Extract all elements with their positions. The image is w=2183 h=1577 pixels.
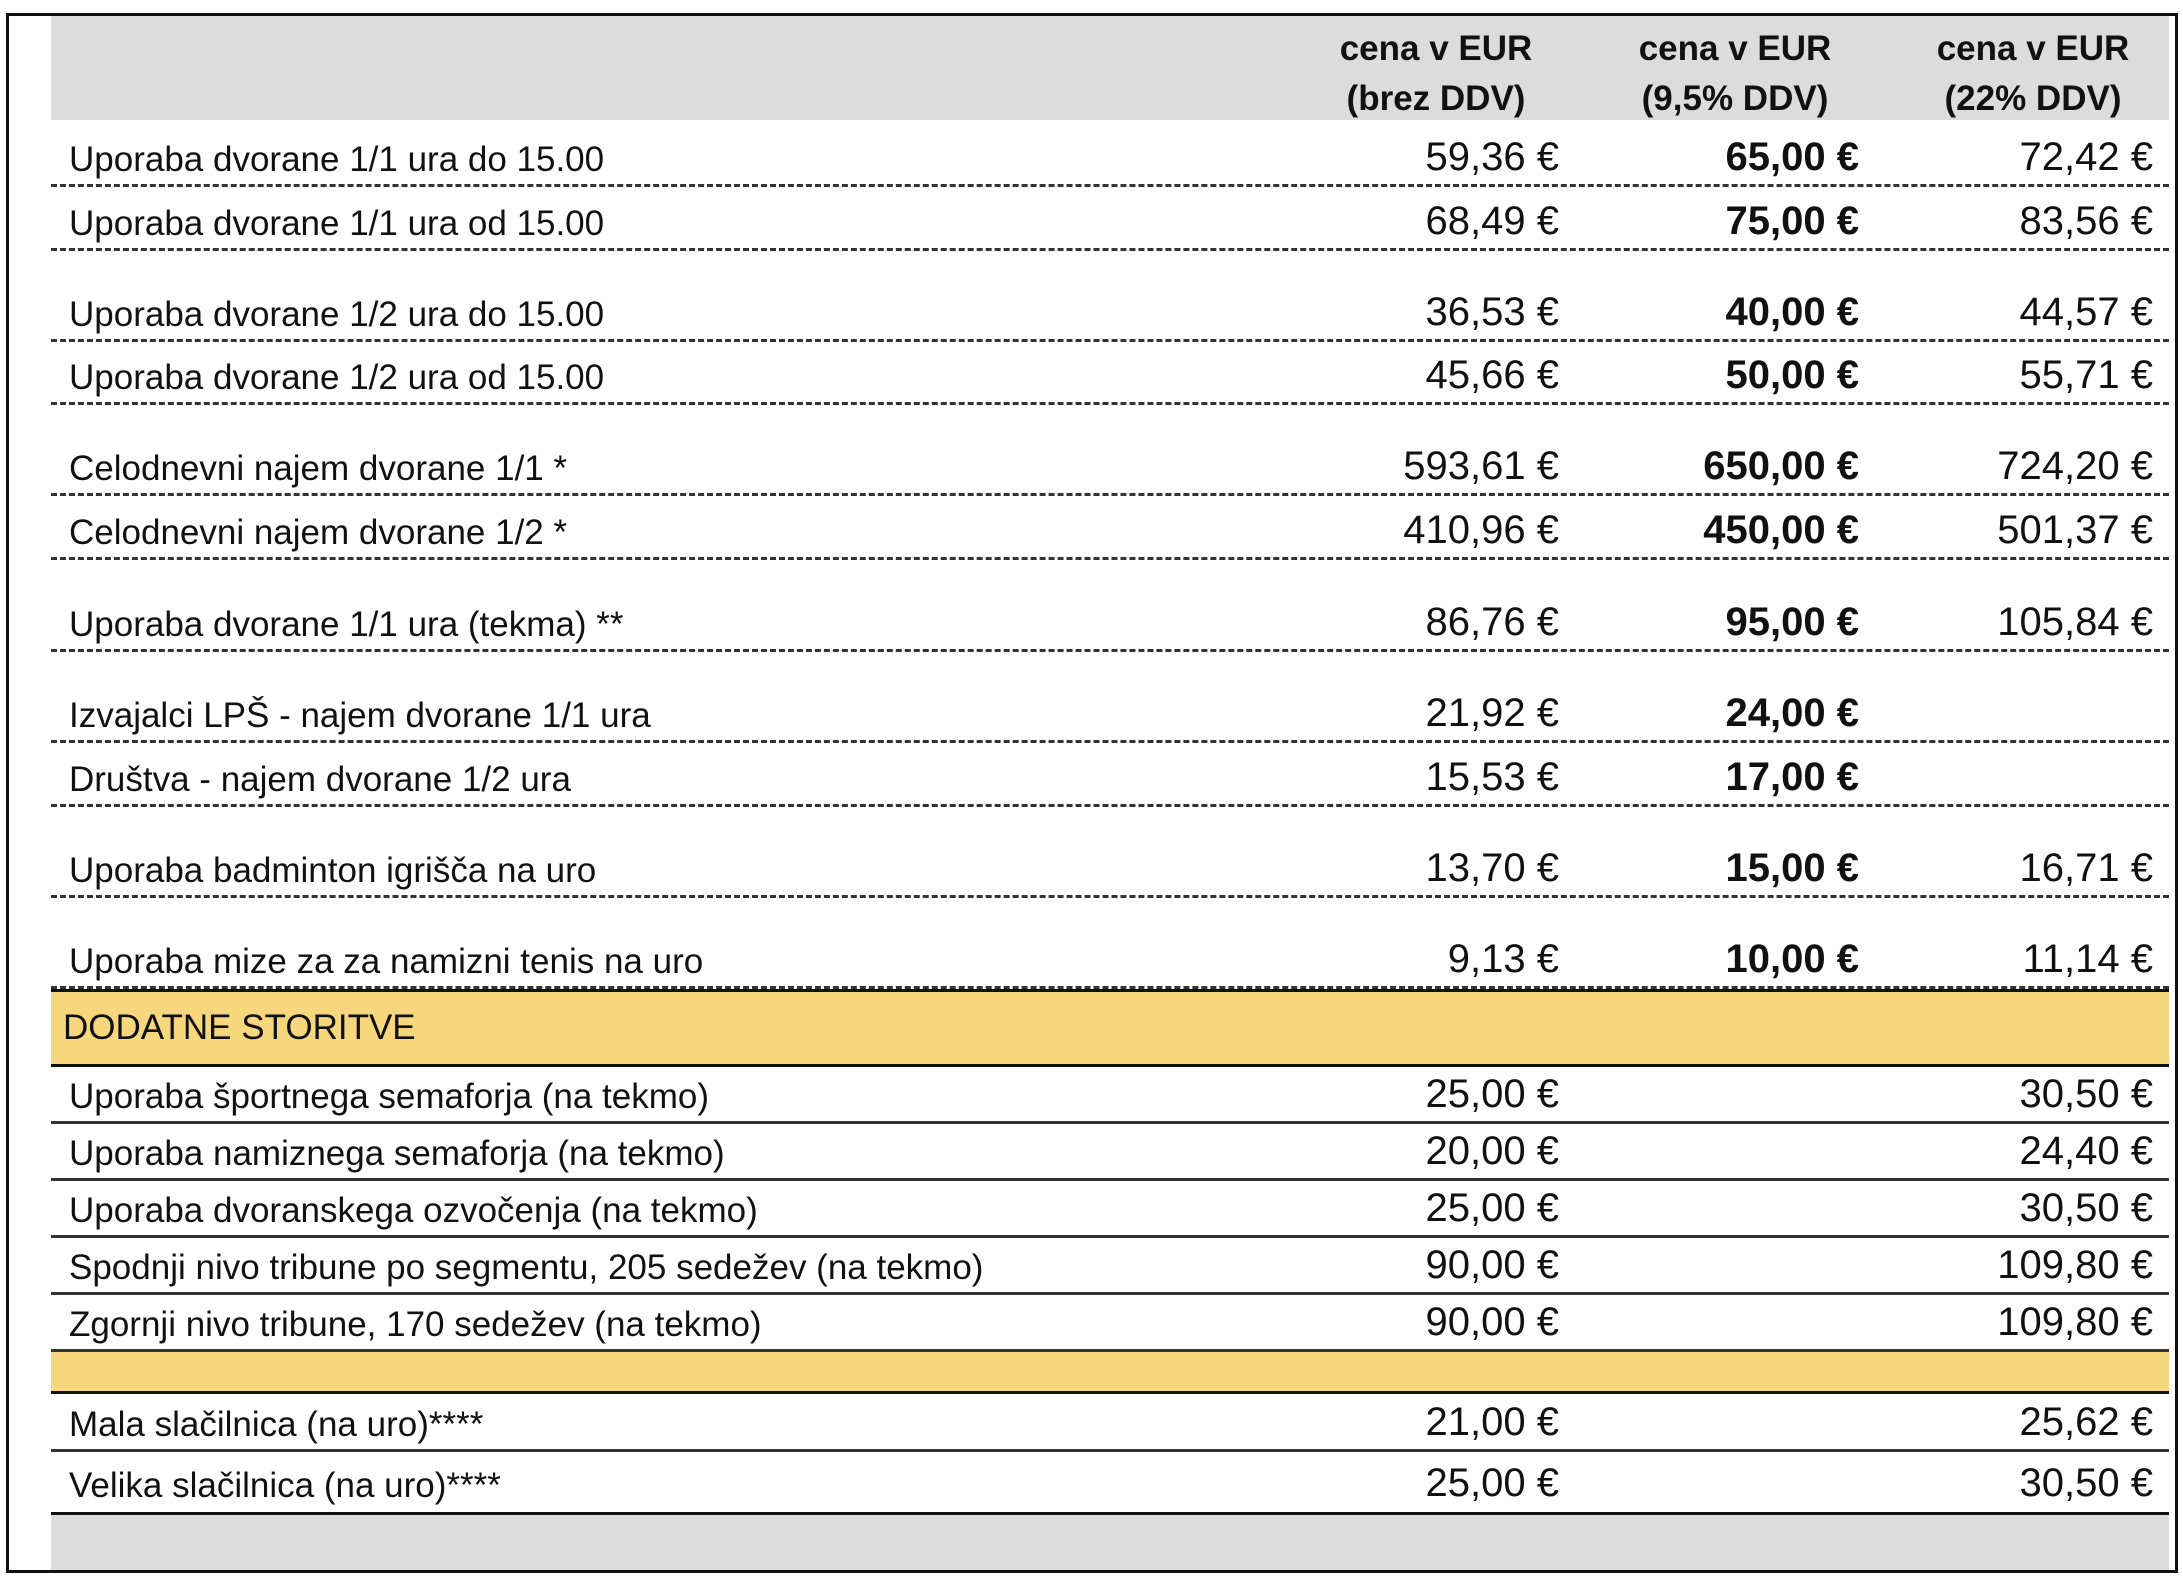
- price-22-vat: 11,14 €: [2022, 937, 2153, 981]
- row-label: Uporaba dvorane 1/2 ura do 15.00: [69, 295, 605, 334]
- row-label: Uporaba dvoranskega ozvočenja (na tekmo): [69, 1191, 758, 1230]
- header-line: cena v EUR: [1936, 29, 2130, 68]
- table-row: [51, 560, 2169, 652]
- row-label: Uporaba namiznega semaforja (na tekmo): [69, 1134, 725, 1173]
- table-row: [51, 1394, 2169, 1452]
- table-row: [51, 898, 2169, 989]
- table-row: [51, 1238, 2169, 1295]
- price-22-vat: 109,80 €: [1997, 1300, 2153, 1344]
- table-row: [51, 187, 2169, 251]
- table-row: [51, 1067, 2169, 1124]
- table-row: [51, 1452, 2169, 1510]
- price-9-5-vat: 15,00 €: [1725, 846, 1859, 890]
- price-no-vat: 9,13 €: [1447, 937, 1559, 981]
- price-22-vat: 109,80 €: [1997, 1243, 2153, 1287]
- price-9-5-vat: 10,00 €: [1725, 937, 1859, 981]
- table-row: [51, 652, 2169, 743]
- price-no-vat: 20,00 €: [1425, 1129, 1559, 1173]
- price-9-5-vat: 450,00 €: [1703, 508, 1859, 552]
- row-label: Celodnevni najem dvorane 1/1 *: [69, 449, 568, 488]
- table-row: [51, 1124, 2169, 1181]
- price-no-vat: 59,36 €: [1425, 135, 1559, 179]
- price-22-vat: 72,42 €: [2019, 135, 2153, 179]
- section-additional-services: [51, 989, 2169, 1067]
- price-22-vat: 44,57 €: [2019, 290, 2153, 334]
- price-22-vat: 501,37 €: [1997, 508, 2153, 552]
- section-title: DODATNE STORITVE: [63, 1008, 416, 1047]
- row-label: Uporaba športnega semaforja (na tekmo): [69, 1077, 710, 1116]
- row-label: Celodnevni najem dvorane 1/2 *: [69, 513, 568, 552]
- price-no-vat: 68,49 €: [1425, 199, 1559, 243]
- price-9-5-vat: 65,00 €: [1725, 135, 1859, 179]
- price-9-5-vat: 75,00 €: [1725, 199, 1859, 243]
- header-line: (22% DDV): [1944, 79, 2122, 118]
- price-no-vat: 45,66 €: [1425, 353, 1559, 397]
- price-9-5-vat: 40,00 €: [1725, 290, 1859, 334]
- header-line: (brez DDV): [1346, 79, 1526, 118]
- header-line: (9,5% DDV): [1641, 79, 1829, 118]
- price-no-vat: 25,00 €: [1425, 1186, 1559, 1230]
- price-22-vat: 25,62 €: [2019, 1400, 2153, 1444]
- price-22-vat: 30,50 €: [2019, 1072, 2153, 1116]
- section-separator: [51, 1352, 2169, 1394]
- table-row: [51, 342, 2169, 405]
- row-label: Uporaba dvorane 1/2 ura od 15.00: [69, 358, 605, 397]
- table-row: [51, 251, 2169, 342]
- price-no-vat: 21,00 €: [1425, 1400, 1559, 1444]
- price-22-vat: 16,71 €: [2019, 846, 2153, 890]
- price-22-vat: 55,71 €: [2019, 353, 2153, 397]
- price-22-vat: 83,56 €: [2019, 199, 2153, 243]
- price-no-vat: 13,70 €: [1425, 846, 1559, 890]
- table-row: [51, 120, 2169, 187]
- row-label: Velika slačilnica (na uro)****: [69, 1466, 501, 1505]
- row-label: Uporaba dvorane 1/1 ura (tekma) **: [69, 605, 624, 644]
- header-price-no-vat: [1306, 24, 1566, 124]
- table-row: [51, 405, 2169, 496]
- price-22-vat: 30,50 €: [2019, 1461, 2153, 1505]
- header-price-9-5-vat: [1605, 24, 1865, 124]
- price-no-vat: 36,53 €: [1425, 290, 1559, 334]
- price-9-5-vat: 650,00 €: [1703, 444, 1859, 488]
- price-9-5-vat: 95,00 €: [1725, 600, 1859, 644]
- price-table: [6, 13, 2178, 1573]
- price-9-5-vat: 24,00 €: [1725, 691, 1859, 735]
- price-22-vat: 105,84 €: [1997, 600, 2153, 644]
- price-no-vat: 15,53 €: [1425, 755, 1559, 799]
- table-row: [51, 1181, 2169, 1238]
- price-9-5-vat: 17,00 €: [1725, 755, 1859, 799]
- price-no-vat: 25,00 €: [1425, 1461, 1559, 1505]
- table-row: [51, 496, 2169, 560]
- row-label: Društva - najem dvorane 1/2 ura: [69, 760, 571, 799]
- price-no-vat: 21,92 €: [1425, 691, 1559, 735]
- price-no-vat: 410,96 €: [1403, 508, 1559, 552]
- row-label: Spodnji nivo tribune po segmentu, 205 sedežev (na tekmo): [69, 1248, 984, 1287]
- header-line: cena v EUR: [1339, 29, 1533, 68]
- table-header: [51, 16, 2169, 120]
- row-label: Mala slačilnica (na uro)****: [69, 1405, 484, 1444]
- price-no-vat: 90,00 €: [1425, 1300, 1559, 1344]
- price-22-vat: 30,50 €: [2019, 1186, 2153, 1230]
- row-label: Zgornji nivo tribune, 170 sedežev (na tekmo): [69, 1305, 762, 1344]
- price-no-vat: 86,76 €: [1425, 600, 1559, 644]
- table-row: [51, 743, 2169, 807]
- header-line: cena v EUR: [1638, 29, 1832, 68]
- row-label: Uporaba dvorane 1/1 ura do 15.00: [69, 140, 605, 179]
- header-price-22-vat: [1903, 24, 2163, 124]
- row-label: Uporaba badminton igrišča na uro: [69, 851, 597, 890]
- price-no-vat: 90,00 €: [1425, 1243, 1559, 1287]
- table-footer: [51, 1512, 2169, 1570]
- table-row: [51, 1295, 2169, 1352]
- price-no-vat: 593,61 €: [1403, 444, 1559, 488]
- row-label: Uporaba dvorane 1/1 ura od 15.00: [69, 204, 605, 243]
- price-9-5-vat: 50,00 €: [1725, 353, 1859, 397]
- price-no-vat: 25,00 €: [1425, 1072, 1559, 1116]
- table-row: [51, 807, 2169, 898]
- price-22-vat: 724,20 €: [1997, 444, 2153, 488]
- price-22-vat: 24,40 €: [2019, 1129, 2153, 1173]
- row-label: Izvajalci LPŠ - najem dvorane 1/1 ura: [69, 696, 651, 735]
- row-label: Uporaba mize za za namizni tenis na uro: [69, 942, 704, 981]
